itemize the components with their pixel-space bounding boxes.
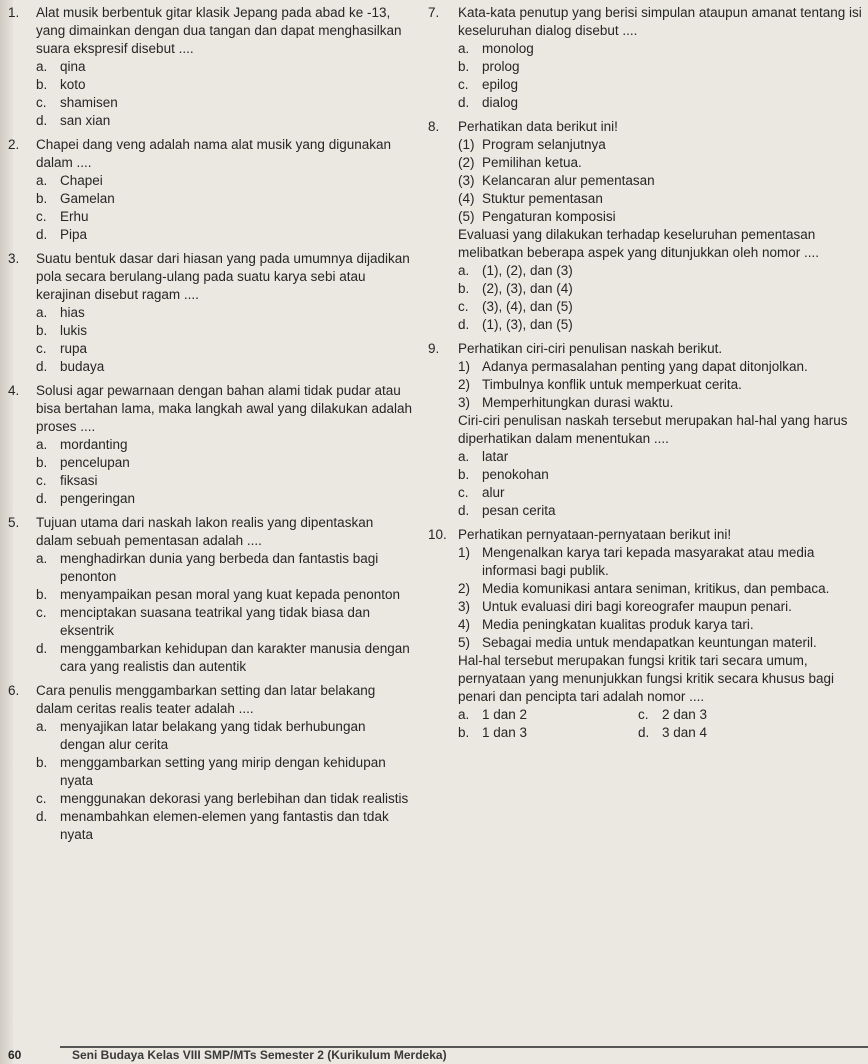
option-letter: a. xyxy=(36,305,48,320)
statement-item xyxy=(458,394,862,412)
page-number: 60 xyxy=(8,1048,22,1062)
statement-item xyxy=(458,154,862,172)
option-letter: d. xyxy=(36,809,48,824)
statement-item xyxy=(458,358,862,376)
statement-label: 4) xyxy=(458,617,471,632)
statement-label: 2) xyxy=(458,377,471,392)
answer-option xyxy=(36,790,412,808)
option-text: monolog xyxy=(482,41,534,56)
option-text: menggambarkan setting yang mirip dengan kehidupan nyata xyxy=(60,755,386,788)
option-letter: c. xyxy=(638,707,649,722)
statement-text: Sebagai media untuk mendapatkan keuntungan materil. xyxy=(482,635,817,650)
answer-option xyxy=(36,340,412,358)
option-text: menggunakan dekorasi yang berlebihan dan tidak realistis xyxy=(60,791,409,806)
option-text: koto xyxy=(60,77,86,92)
option-letter: a. xyxy=(458,41,470,56)
statement-item xyxy=(458,376,862,394)
statement-text: Pemilihan ketua. xyxy=(482,155,582,170)
option-letter: b. xyxy=(458,59,470,74)
option-letter: a. xyxy=(36,551,48,566)
question-7 xyxy=(428,4,862,112)
statement-text: Untuk evaluasi diri bagi koreografer maupun penari. xyxy=(482,599,792,614)
answer-option xyxy=(36,190,412,208)
answer-option xyxy=(458,316,862,334)
option-text: san xian xyxy=(60,113,111,128)
question-body xyxy=(36,682,412,844)
option-letter: b. xyxy=(36,587,48,602)
statement-item xyxy=(458,544,862,580)
option-letter: c. xyxy=(36,605,47,620)
option-text: (1), (2), dan (3) xyxy=(482,263,573,278)
statement-label: 3) xyxy=(458,395,471,410)
question-1 xyxy=(8,4,412,130)
statement-item xyxy=(458,580,862,598)
answer-option xyxy=(458,448,862,466)
option-text: pesan cerita xyxy=(482,503,556,518)
option-text: menghadirkan dunia yang berbeda dan fantastis bagi penonton xyxy=(60,551,379,584)
option-letter: d. xyxy=(458,503,470,518)
option-letter: d. xyxy=(36,491,48,506)
question-number: 5. xyxy=(8,515,20,530)
option-letter: c. xyxy=(458,77,469,92)
question-5 xyxy=(8,514,412,676)
statement-text: Memperhitungkan durasi waktu. xyxy=(482,395,674,410)
option-text: menciptakan suasana teatrikal yang tidak biasa dan eksentrik xyxy=(60,605,370,638)
answer-option xyxy=(458,94,862,112)
option-letter: d. xyxy=(458,317,470,332)
statement-label: 3) xyxy=(458,599,471,614)
statement-text: Stuktur pementasan xyxy=(482,191,603,206)
statement-label: (1) xyxy=(458,137,475,152)
statement-item xyxy=(458,208,862,226)
answer-option xyxy=(36,718,412,754)
question-number: 8. xyxy=(428,119,440,134)
option-letter: c. xyxy=(36,473,47,488)
answer-option xyxy=(36,472,412,490)
question-body xyxy=(36,514,412,676)
answer-options xyxy=(458,706,862,742)
option-letter: d. xyxy=(36,359,48,374)
option-letter: c. xyxy=(36,209,47,224)
question-2 xyxy=(8,136,412,244)
question-stem: Ciri-ciri penulisan naskah tersebut merupakan hal-hal yang harus diperhatikan dalam menentukan .... xyxy=(458,413,848,446)
option-letter: a. xyxy=(458,449,470,464)
answer-option xyxy=(36,586,412,604)
answer-option xyxy=(36,490,412,508)
question-stem: Hal-hal tersebut merupakan fungsi kritik tari secara umum, pernyataan yang menunjukkan fungsi kritik secara khusus bagi penari dan pencipta tari adalah nomor .... xyxy=(458,653,834,704)
question-3 xyxy=(8,250,412,376)
answer-option xyxy=(36,58,412,76)
answer-option xyxy=(458,484,862,502)
answer-option xyxy=(458,262,862,280)
option-text: menyajikan latar belakang yang tidak berhubungan dengan alur cerita xyxy=(60,719,366,752)
answer-option xyxy=(36,604,412,640)
option-letter: d. xyxy=(36,113,48,128)
statement-item xyxy=(458,136,862,154)
answer-option xyxy=(36,112,412,130)
question-number: 10. xyxy=(428,527,447,542)
option-text: penokohan xyxy=(482,467,549,482)
question-9 xyxy=(428,340,862,520)
answer-option xyxy=(36,358,412,376)
option-letter: b. xyxy=(36,323,48,338)
statement-text: Pengaturan komposisi xyxy=(482,209,616,224)
answer-option xyxy=(458,280,862,298)
statement-text: Adanya permasalahan penting yang dapat ditonjolkan. xyxy=(482,359,808,374)
option-letter: c. xyxy=(36,95,47,110)
option-letter: c. xyxy=(458,299,469,314)
option-letter: b. xyxy=(458,467,470,482)
option-text: pencelupan xyxy=(60,455,130,470)
answer-option xyxy=(36,436,412,454)
question-number: 3. xyxy=(8,251,20,266)
option-text: menggambarkan kehidupan dan karakter manusia dengan cara yang realistis dan autentik xyxy=(60,641,410,674)
option-text: Erhu xyxy=(60,209,89,224)
question-4 xyxy=(8,382,412,508)
answer-option xyxy=(36,640,412,676)
option-letter: d. xyxy=(458,95,470,110)
option-text: epilog xyxy=(482,77,519,92)
statement-label: (4) xyxy=(458,191,475,206)
statement-item xyxy=(458,634,862,652)
option-text: Chapei xyxy=(60,173,103,188)
option-letter: a. xyxy=(458,707,470,722)
question-number: 7. xyxy=(428,5,440,20)
option-text: 1 dan 2 xyxy=(482,707,528,722)
answer-option xyxy=(36,94,412,112)
left-column xyxy=(8,4,412,850)
option-letter: c. xyxy=(36,341,47,356)
question-body xyxy=(458,526,862,742)
statement-item xyxy=(458,616,862,634)
option-text: 2 dan 3 xyxy=(662,707,708,722)
option-text: qina xyxy=(60,59,86,74)
statement-text: Mengenalkan karya tari kepada masyarakat atau media informasi bagi publik. xyxy=(482,545,815,578)
question-number: 9. xyxy=(428,341,440,356)
option-letter: b. xyxy=(36,455,48,470)
statement-label: (2) xyxy=(458,155,475,170)
option-text: 1 dan 3 xyxy=(482,725,528,740)
footer-book-title: Seni Budaya Kelas VIII SMP/MTs Semester 2 (Kurikulum Merdeka) xyxy=(72,1048,447,1062)
answer-option xyxy=(36,76,412,94)
statement-label: (3) xyxy=(458,173,475,188)
option-text: pengeringan xyxy=(60,491,136,506)
question-body xyxy=(36,4,412,130)
question-body xyxy=(458,340,862,520)
answer-option xyxy=(458,706,638,724)
question-body xyxy=(36,250,412,376)
option-text: menyampaikan pesan moral yang kuat kepada penonton xyxy=(60,587,400,602)
right-column xyxy=(428,4,862,748)
option-letter: a. xyxy=(36,59,48,74)
option-text: budaya xyxy=(60,359,105,374)
option-letter: a. xyxy=(36,719,48,734)
answer-option xyxy=(458,58,862,76)
question-intro: Perhatikan pernyataan-pernyataan berikut ini! xyxy=(458,527,732,542)
option-text: fiksasi xyxy=(60,473,98,488)
question-number: 6. xyxy=(8,683,20,698)
statement-label: 1) xyxy=(458,359,471,374)
statement-text: Media komunikasi antara seniman, kritikus, dan pembaca. xyxy=(482,581,830,596)
answer-option xyxy=(36,208,412,226)
statement-text: Media peningkatan kualitas produk karya tari. xyxy=(482,617,754,632)
answer-option xyxy=(36,304,412,322)
question-text: Solusi agar pewarnaan dengan bahan alami tidak pudar atau bisa bertahan lama, maka langkah awal yang dilakukan adalah proses .... xyxy=(36,383,412,434)
answer-option xyxy=(458,76,862,94)
statement-item xyxy=(458,172,862,190)
question-number: 1. xyxy=(8,5,20,20)
option-text: prolog xyxy=(482,59,520,74)
statement-text: Program selanjutnya xyxy=(482,137,606,152)
statement-text: Timbulnya konflik untuk memperkuat cerita. xyxy=(482,377,742,392)
answer-option xyxy=(36,454,412,472)
answer-option xyxy=(36,808,412,844)
answer-option xyxy=(458,724,638,742)
option-text: (1), (3), dan (5) xyxy=(482,317,573,332)
question-body xyxy=(458,4,862,112)
answer-option xyxy=(458,466,862,484)
question-10 xyxy=(428,526,862,742)
question-text: Chapei dang veng adalah nama alat musik yang digunakan dalam .... xyxy=(36,137,392,170)
answer-option xyxy=(36,172,412,190)
statement-label: (5) xyxy=(458,209,475,224)
option-text: lukis xyxy=(60,323,88,338)
option-text: (2), (3), dan (4) xyxy=(482,281,573,296)
question-intro: Perhatikan data berikut ini! xyxy=(458,119,618,134)
answer-option xyxy=(36,322,412,340)
option-text: menambahkan elemen-elemen yang fantastis dan tdak nyata xyxy=(60,809,389,842)
question-stem: Evaluasi yang dilakukan terhadap keseluruhan pementasan melibatkan beberapa aspek yang ditunjukkan oleh nomor .... xyxy=(458,227,819,260)
question-6 xyxy=(8,682,412,844)
option-letter: d. xyxy=(638,725,650,740)
option-letter: c. xyxy=(36,791,47,806)
option-text: shamisen xyxy=(60,95,118,110)
option-letter: b. xyxy=(36,77,48,92)
option-text: hias xyxy=(60,305,85,320)
question-body xyxy=(458,118,862,334)
answer-option xyxy=(638,706,788,724)
statement-label: 2) xyxy=(458,581,471,596)
option-text: alur xyxy=(482,485,505,500)
option-text: latar xyxy=(482,449,509,464)
answer-option xyxy=(458,298,862,316)
question-body xyxy=(36,136,412,244)
option-letter: b. xyxy=(36,755,48,770)
option-text: mordanting xyxy=(60,437,128,452)
option-letter: b. xyxy=(458,281,470,296)
option-letter: b. xyxy=(458,725,470,740)
option-text: 3 dan 4 xyxy=(662,725,708,740)
question-text: Cara penulis menggambarkan setting dan latar belakang dalam ceritas realis teater adalah .... xyxy=(36,683,376,716)
question-text: Kata-kata penutup yang berisi simpulan ataupun amanat tentang isi keseluruhan dialog disebut .... xyxy=(458,5,862,38)
option-letter: a. xyxy=(36,437,48,452)
option-letter: c. xyxy=(458,485,469,500)
statement-item xyxy=(458,190,862,208)
statement-label: 1) xyxy=(458,545,471,560)
option-text: (3), (4), dan (5) xyxy=(482,299,573,314)
answer-option xyxy=(36,226,412,244)
statement-text: Kelancaran alur pementasan xyxy=(482,173,655,188)
answer-option xyxy=(458,502,862,520)
answer-option xyxy=(36,754,412,790)
question-number: 2. xyxy=(8,137,20,152)
question-intro: Perhatikan ciri-ciri penulisan naskah berikut. xyxy=(458,341,723,356)
question-text: Tujuan utama dari naskah lakon realis yang dipentaskan dalam sebuah pementasan adalah .... xyxy=(36,515,374,548)
statement-label: 5) xyxy=(458,635,471,650)
option-letter: b. xyxy=(36,191,48,206)
option-letter: d. xyxy=(36,641,48,656)
page-footer xyxy=(0,1046,868,1064)
option-text: rupa xyxy=(60,341,88,356)
question-text: Alat musik berbentuk gitar klasik Jepang pada abad ke -13, yang dimainkan dengan dua tangan dan dapat menghasilkan suara ekspresif disebut .... xyxy=(36,5,402,56)
option-letter: d. xyxy=(36,227,48,242)
option-letter: a. xyxy=(36,173,48,188)
answer-option xyxy=(638,724,788,742)
answer-option xyxy=(36,550,412,586)
answer-option xyxy=(458,40,862,58)
option-text: Gamelan xyxy=(60,191,115,206)
statement-item xyxy=(458,598,862,616)
option-letter: a. xyxy=(458,263,470,278)
question-body xyxy=(36,382,412,508)
question-8 xyxy=(428,118,862,334)
option-text: dialog xyxy=(482,95,519,110)
option-text: Pipa xyxy=(60,227,88,242)
question-text: Suatu bentuk dasar dari hiasan yang pada umumnya dijadikan pola secara berulang-ulang pada suatu karya sebi atau kerajinan disebut ragam .... xyxy=(36,251,410,302)
question-number: 4. xyxy=(8,383,20,398)
